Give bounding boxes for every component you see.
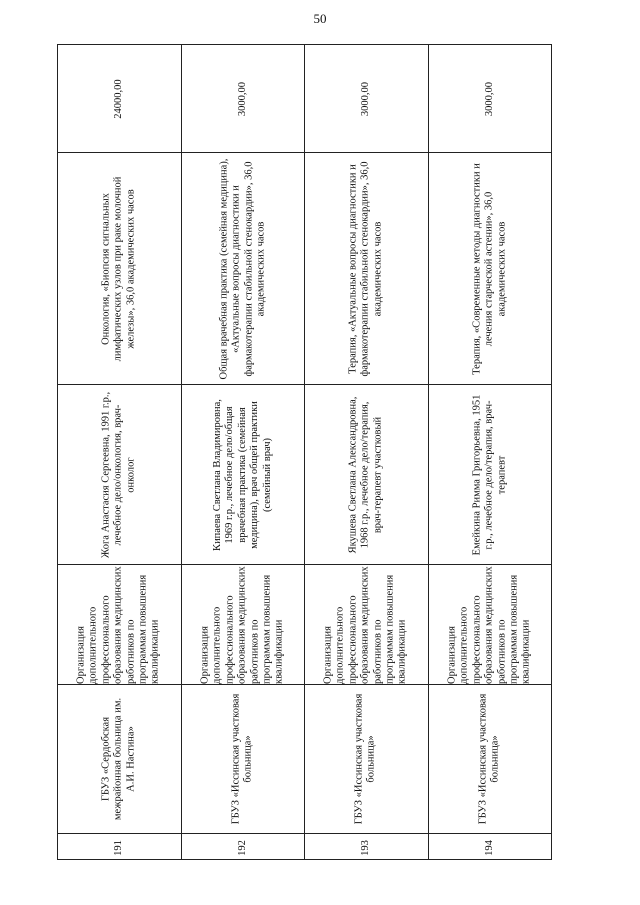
amount-text: 24000,00 (113, 78, 125, 119)
employee-text: Жога Анастасия Сергеевна, 1991 г.р., лечебное дело/онкология, врач-онколог (100, 391, 137, 558)
organization-text: Организация дополнительного профессионального образования медицинских работников по программам повышения квалификации (75, 565, 162, 684)
row-number-text: 192 (236, 839, 248, 856)
amount-text: 3000,00 (236, 81, 248, 116)
medical-institution-cell (58, 685, 181, 834)
medical-institution-text: ГБУЗ «Иссинская участковая больница» (230, 693, 254, 825)
row-number-cell (182, 834, 305, 861)
table-row (58, 45, 182, 859)
organization-cell (58, 565, 181, 685)
amount-text: 3000,00 (483, 81, 495, 116)
program-cell (305, 153, 428, 385)
program-text: Терапия, «Современные методы диагностики и лечения старческой астении», 36,0 академических часов (471, 162, 507, 375)
program-text: Терапия, «Актуальные вопросы диагностики и фармакотерапии стабильной стенокардии», 36,0 академических часов (347, 160, 384, 377)
employee-cell (182, 385, 305, 565)
amount-cell (182, 45, 305, 153)
training-table (57, 44, 552, 860)
program-text: Онкология, «Биопсия сигнальных лимфатических узлов при раке молочной железы», 36,0 академических часов (100, 176, 137, 361)
amount-cell (429, 45, 552, 153)
table-row (305, 45, 429, 859)
employee-cell (429, 385, 552, 565)
row-number-cell (58, 834, 181, 861)
table-row (429, 45, 552, 859)
organization-text: Организация дополнительного профессионального образования медицинских работников по программам повышения квалификации (322, 565, 409, 684)
employee-text: Якушева Светлана Александровна, 1968 г.р., лечебное дело/терапия, врач-терапевт участковый (347, 396, 384, 553)
amount-cell (305, 45, 428, 153)
amount-text: 3000,00 (360, 81, 372, 116)
row-number-text: 193 (360, 839, 372, 856)
program-cell (182, 153, 305, 385)
row-number-cell (305, 834, 428, 861)
employee-cell (305, 385, 428, 565)
medical-institution-text: ГБУЗ «Иссинская участковая больница» (477, 693, 501, 825)
page-number: 50 (313, 11, 327, 26)
medical-institution-cell (429, 685, 552, 834)
medical-institution-text: ГБУЗ «Иссинская участковая больница» (353, 693, 378, 825)
medical-institution-text: ГБУЗ «Сердобская межрайонная больница им. А.И. Настина» (100, 697, 137, 821)
employee-cell (58, 385, 181, 565)
organization-cell (429, 565, 552, 685)
program-cell (58, 153, 181, 385)
program-cell (429, 153, 552, 385)
amount-cell (58, 45, 181, 153)
table-row (182, 45, 306, 859)
row-number-text: 191 (113, 839, 125, 856)
employee-text: Кипаева Светлана Владимировна, 1969 г.р., лечебное дело/общая врачебная практика (семейная медицина), врач общей практики (семейный врач) (211, 398, 273, 551)
organization-text: Организация дополнительного профессионального образования медицинских работников по программам повышения квалификации (446, 565, 532, 684)
program-text: Общая врачебная практика (семейная медицина), «Актуальные вопросы диагностики и фармакотерапии стабильной стенокардии», 36,0 академических часов (218, 158, 267, 379)
employee-text: Емейкина Римма Григорьевна, 1951 г.р., лечебное дело/терапия, врач-терапевт (471, 394, 507, 555)
row-number-text: 194 (483, 839, 495, 856)
organization-cell (305, 565, 428, 685)
row-number-cell (429, 834, 552, 861)
organization-cell (182, 565, 305, 685)
organization-text: Организация дополнительного профессионального образования медицинских работников по программам повышения квалификации (199, 565, 285, 684)
medical-institution-cell (305, 685, 428, 834)
medical-institution-cell (182, 685, 305, 834)
